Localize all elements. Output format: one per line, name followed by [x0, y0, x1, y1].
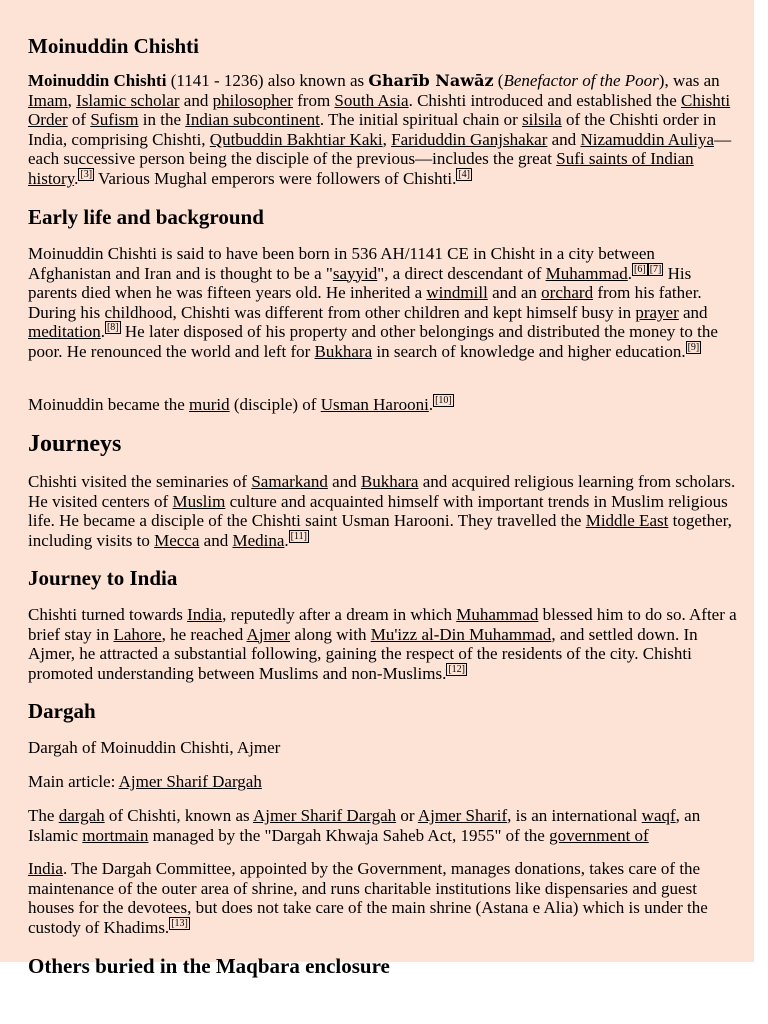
link-bukhara-2[interactable]: Bukhara	[360, 472, 419, 491]
link-south-asia[interactable]: South Asia	[334, 90, 409, 110]
link-ajmer-sharif-dargah[interactable]: Ajmer Sharif Dargah	[252, 806, 397, 825]
link-mecca[interactable]: Mecca	[154, 530, 200, 550]
link-chishti-order[interactable]: Chishti Order	[28, 90, 731, 130]
link-muhammad[interactable]: Muhammad	[545, 263, 628, 283]
link-meditation[interactable]: meditation	[28, 322, 101, 342]
link-muizz[interactable]: Mu'izz al-Din Muhammad	[370, 624, 552, 644]
link-india-govt[interactable]: India	[28, 859, 63, 878]
link-medina[interactable]: Medina	[232, 530, 285, 550]
link-muhammad-2[interactable]: Muhammad	[456, 605, 539, 624]
dargah-caption: Dargah of Moinuddin Chishti, Ajmer	[28, 738, 281, 757]
link-bukhara[interactable]: Bukhara	[314, 341, 373, 361]
murid-paragraph: Moinuddin became the murid (disciple) of Usman Harooni. [10]	[28, 395, 452, 414]
citation-12[interactable]: [12]	[448, 663, 466, 675]
link-middle-east[interactable]: Middle East	[585, 511, 669, 531]
heading-others-buried: Others buried in the Maqbara enclosure	[28, 954, 390, 978]
link-main-article[interactable]: Ajmer Sharif Dargah	[118, 772, 262, 791]
alias-meaning: Benefactor of the Poor	[503, 71, 659, 90]
heading-journeys: Journeys	[28, 431, 122, 457]
early-life-paragraph: Moinuddin Chishti is said to have been born in 536 AH/1141 CE in Chisht in a city between Afghanistan and Iran and is thought to be a "sayyid", a direct descendant of Muhammad. [6] [7] His parents died when he was fifteen years old. He inherited a windmill and an orchard from his father. During his childhood, Chishti was different from other children and kept himself busy in prayer and meditation. [8] He later disposed of his property and other belongings and distributed the money to the poor. He renounced the world and left for Bukhara in search of knowledge and higher education. [9]	[28, 244, 718, 361]
link-philosopher[interactable]: philosopher	[212, 90, 293, 110]
link-imam[interactable]: Imam	[28, 90, 68, 110]
citation-11[interactable]: [11]	[290, 530, 307, 542]
india-paragraph: Chishti turned towards India, reputedly after a dream in which Muhammad blessed him to do so. After a brief stay in Lahore, he reached Ajmer along with Mu'izz al-Din Muhammad, and settled down. In Ajmer, he attracted a substantial following, gaining the respect of the residents of the city. Chishti promoted understanding between Muslims and non-Muslims. [12]	[28, 605, 737, 683]
link-lahore[interactable]: Lahore	[113, 624, 162, 644]
link-usman-harooni[interactable]: Usman Harooni	[320, 395, 429, 414]
citation-8[interactable]: [8]	[106, 322, 119, 334]
dargah-paragraph-2: India. The Dargah Committee, appointed by the Government, manages donations, takes care of the maintenance of the outer area of shrine, and runs charitable institutions like dispensaries and guest houses for the devotees, but does not take care of the main shrine (Astana e Alia) which is under the custody of Khadims. [13]	[28, 859, 708, 937]
citation-9[interactable]: [9]	[687, 341, 700, 353]
link-sufism[interactable]: Sufism	[90, 110, 139, 130]
link-government-of[interactable]: government of	[549, 825, 649, 845]
link-india[interactable]: India	[187, 605, 223, 624]
link-ajmer-sharif[interactable]: Ajmer Sharif	[417, 806, 508, 825]
intro-paragraph: Moinuddin Chishti (1141 - 1236) also known as Gharīb Nawāz (Benefactor of the Poor), was an Imam, Islamic scholar and philosopher from South Asia. Chishti introduced and established the Chishti Order of Sufism in the Indian subcontinent. The initial spiritual chain or silsila of the Chishti order in India, comprising Chishti, Qutbuddin Bakhtiar Kaki, Fariduddin Ganjshakar and Nizamuddin Auliya—each successive person being the disciple of the previous—includes the great Sufi saints of Indian history. [3] Various Mughal emperors were followers of Chishti. [4]	[28, 71, 732, 188]
link-nizamuddin[interactable]: Nizamuddin Auliya	[580, 129, 715, 149]
link-windmill[interactable]: windmill	[426, 283, 488, 303]
link-murid[interactable]: murid	[189, 395, 230, 414]
link-samarkand[interactable]: Samarkand	[251, 472, 328, 491]
citation-10[interactable]: [10]	[435, 395, 452, 406]
page-title: Moinuddin Chishti	[28, 34, 199, 58]
link-prayer[interactable]: prayer	[635, 302, 679, 322]
link-fariduddin[interactable]: Fariduddin Ganjshakar	[391, 129, 548, 149]
journeys-paragraph: Chishti visited the seminaries of Samarkand and Bukhara and acquired religious learning from scholars. He visited centers of Muslim culture and acquainted himself with important trends in Muslim religious life. He became a disciple of the Chishti saint Usman Harooni. They travelled the Middle East together, including visits to Mecca and Medina. [11]	[28, 472, 736, 550]
citation-13[interactable]: [13]	[171, 917, 188, 929]
link-muslim[interactable]: Muslim	[172, 491, 226, 511]
link-orchard[interactable]: orchard	[541, 283, 594, 303]
subject-name: Moinuddin Chishti	[28, 71, 167, 90]
main-article-note: Main article: Ajmer Sharif Dargah	[28, 772, 262, 791]
citation-4[interactable]: [4]	[458, 168, 471, 180]
heading-early-life: Early life and background	[28, 205, 264, 229]
link-sufi-saints[interactable]: Sufi saints of Indian history	[28, 149, 694, 188]
link-ajmer[interactable]: Ajmer	[246, 624, 290, 644]
heading-journey-to-india: Journey to India	[28, 566, 178, 590]
link-sayyid[interactable]: sayyid	[332, 263, 378, 283]
link-waqf[interactable]: waqf	[641, 806, 676, 825]
alias-name: Gharīb Nawāz	[368, 71, 494, 90]
citation-7[interactable]: [7]	[649, 263, 662, 275]
citation-6[interactable]: [6]	[634, 263, 646, 275]
link-dargah[interactable]: dargah	[58, 806, 105, 825]
link-qutbuddin[interactable]: Qutbuddin Bakhtiar Kaki	[209, 129, 383, 149]
link-silsila[interactable]: silsila	[522, 110, 562, 130]
link-mortmain[interactable]: mortmain	[82, 825, 149, 845]
link-islamic-scholar[interactable]: Islamic scholar	[76, 90, 180, 110]
dargah-paragraph-1: The dargah of Chishti, known as Ajmer Sharif Dargah or Ajmer Sharif, is an international waqf, an Islamic mortmain managed by the "Dargah Khwaja Saheb Act, 1955" of the government of	[28, 806, 701, 845]
heading-dargah: Dargah	[28, 699, 96, 723]
link-indian-subcontinent[interactable]: Indian subcontinent	[185, 110, 320, 130]
citation-3[interactable]: [3]	[80, 168, 93, 180]
